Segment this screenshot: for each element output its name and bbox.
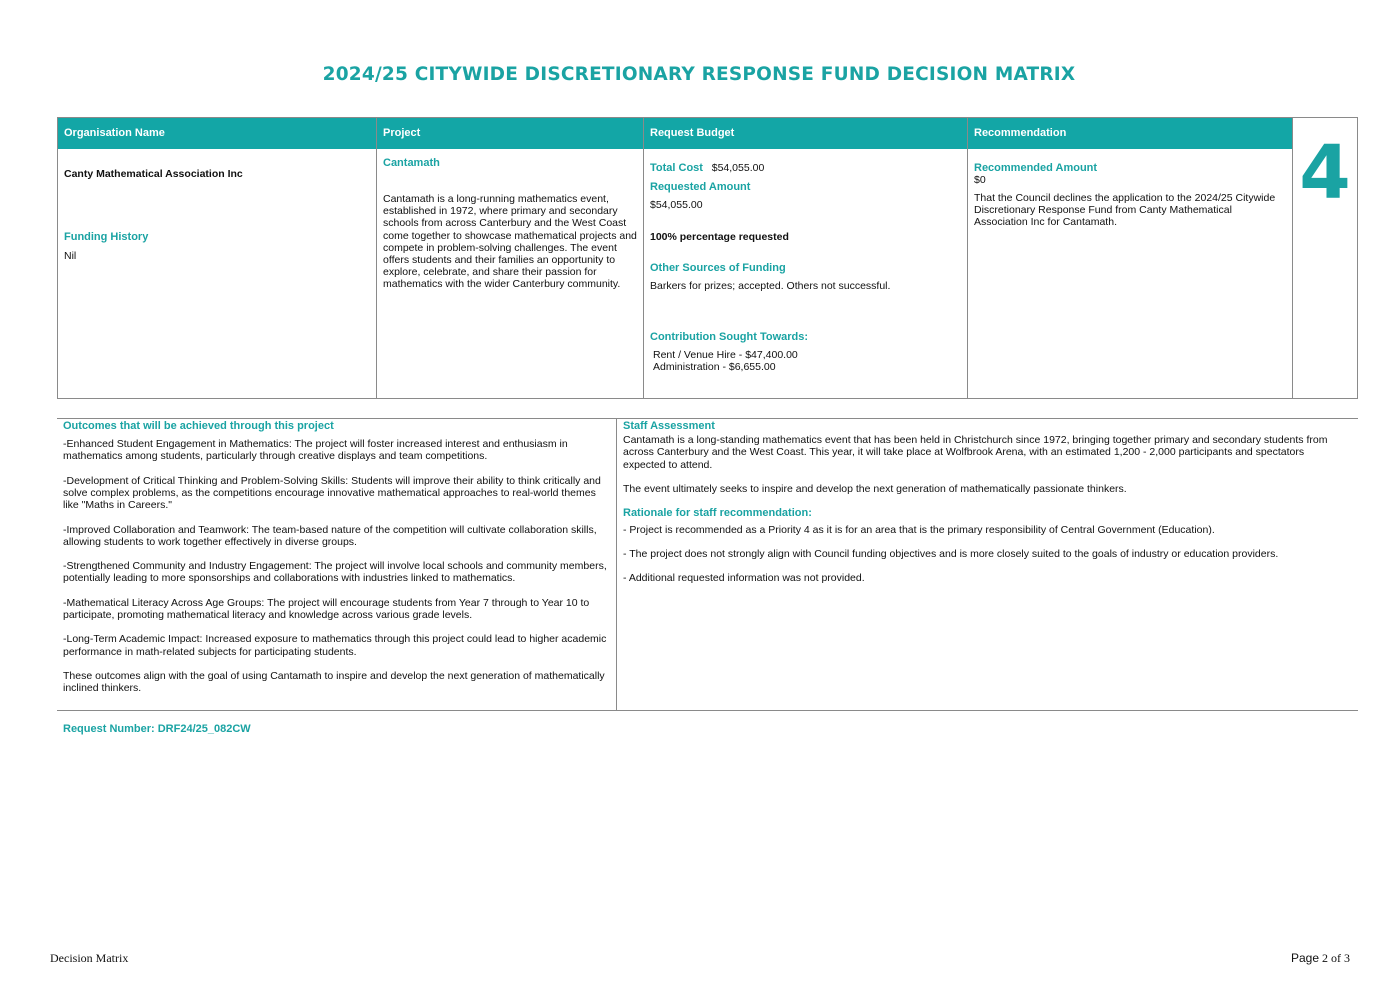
outcome-item: -Enhanced Student Engagement in Mathematics: The project will foster increased interest and enthusiasm in mathematics among students, particularly through creative displays and team competitions. [63,438,568,463]
footer-page-number [1291,951,1350,966]
contribution-label: Contribution Sought Towards: [650,331,809,343]
page-current: 2 [1322,951,1328,965]
contribution-item: Rent / Venue Hire - $47,400.00 [653,349,798,361]
section-divider [616,419,617,710]
outcomes-label: Outcomes that will be achieved through this project [63,420,334,432]
priority-number: 4 [1299,130,1351,216]
rationale-item: - Project is recommended as a Priority 4 as it is for an area that is the primary responsibility of Central Government (Education). [623,523,1215,536]
funding-history-value: Nil [64,250,77,262]
project-description: Cantamath is a long-running mathematics event, established in 1972, where primary and secondary schools from across Canterbury and the West Coast come together to showcase mathematical projects and compete in problem-solving challenges. The event offers students and their families an opportunity to explore, celebrate, and share their passion for mathematics with the wider Canterbury community. [383,193,637,291]
contribution-list [653,349,961,373]
project-header: Project [377,118,643,149]
page-of: of [1331,951,1341,965]
outcome-item: -Strengthened Community and Industry Engagement: The project will involve local schools and community members, potentially leading to more sponsorships and collaborations with industries linked to mathematics. [63,560,607,585]
project-column [376,118,643,398]
recommended-amount-label: Recommended Amount [974,162,1098,174]
staff-assessment-pane [623,419,1348,597]
outcome-item: -Improved Collaboration and Teamwork: The team-based nature of the competition will cultivate collaboration skills, allowing students to work together effectively in diverse groups. [63,523,597,548]
recommendation-text: That the Council declines the application to the 2024/25 Citywide Discretionary Response Fund from Canty Mathematical Association Inc for Cantamath. [974,192,1276,229]
total-cost-label: Total Cost [650,162,703,174]
staff-paragraph: Cantamath is a long-standing mathematics event that has been held in Christchurch since 1972, bringing together primary and secondary students from across Canterbury and the West Coast. This year, it will take place at Wolfbrook Arena, with an estimated 1,200 - 2,000 participants and spectators expected to attend. [623,434,1328,471]
requested-amount-value: $54,055.00 [650,199,703,211]
page-title: 2024/25 CITYWIDE DISCRETIONARY RESPONSE FUND DECISION MATRIX [322,64,1076,85]
outcome-item: -Development of Critical Thinking and Problem-Solving Skills: Students will improve their ability to think critically and solve complex problems, as the competitions encourage innovative mathematical approaches to real-world themes like "Maths in Careers." [63,474,601,512]
requested-amount-label: Requested Amount [650,181,751,193]
priority-column [1292,118,1357,398]
budget-header: Request Budget [644,118,967,149]
project-name: Cantamath [383,157,440,169]
rationale-item: - The project does not strongly align with Council funding objectives and is more closely suited to the goals of industry or education providers. [623,547,1279,560]
outcomes-pane [63,419,611,707]
request-number: Request Number: DRF24/25_082CW [63,723,251,735]
recommended-amount-value: $0 [974,174,986,186]
total-cost-row [650,162,961,174]
recommendation-column [967,118,1292,398]
rationale-label: Rationale for staff recommendation: [623,507,812,520]
page-word: Page [1290,951,1319,965]
total-cost-value: $54,055.00 [711,162,765,174]
other-sources-label: Other Sources of Funding [650,262,786,274]
percentage-requested: 100% percentage requested [650,231,789,243]
outcome-item: These outcomes align with the goal of using Cantamath to inspire and develop the next generation of mathematically inclined thinkers. [63,669,605,695]
funding-history-label: Funding History [64,231,149,243]
decision-matrix-table [57,117,1358,399]
rationale-item: - Additional requested information was not provided. [623,572,865,585]
staff-paragraph: The event ultimately seeks to inspire and develop the next generation of mathematically passionate thinkers. [623,483,1127,495]
staff-assessment-label: Staff Assessment [623,420,715,432]
outcome-item: -Long-Term Academic Impact: Increased exposure to mathematics through this project could lead to higher academic performance in math-related subjects for participating students. [63,633,607,658]
contribution-item: Administration - $6,655.00 [653,361,776,374]
page-total: 3 [1344,951,1350,965]
organisation-header: Organisation Name [58,118,376,149]
budget-column [643,118,967,398]
footer-doc-name: Decision Matrix [50,951,129,965]
organisation-column [58,118,376,398]
outcome-item: -Mathematical Literacy Across Age Groups: The project will encourage students from Year 7 through to Year 10 to participate, promoting mathematical literacy and knowledge across various grade levels. [63,596,590,621]
recommendation-header: Recommendation [968,118,1292,149]
assessment-section [57,418,1358,711]
organisation-name: Canty Mathematical Association Inc [64,168,243,180]
other-sources-value: Barkers for prizes; accepted. Others not successful. [650,280,891,292]
